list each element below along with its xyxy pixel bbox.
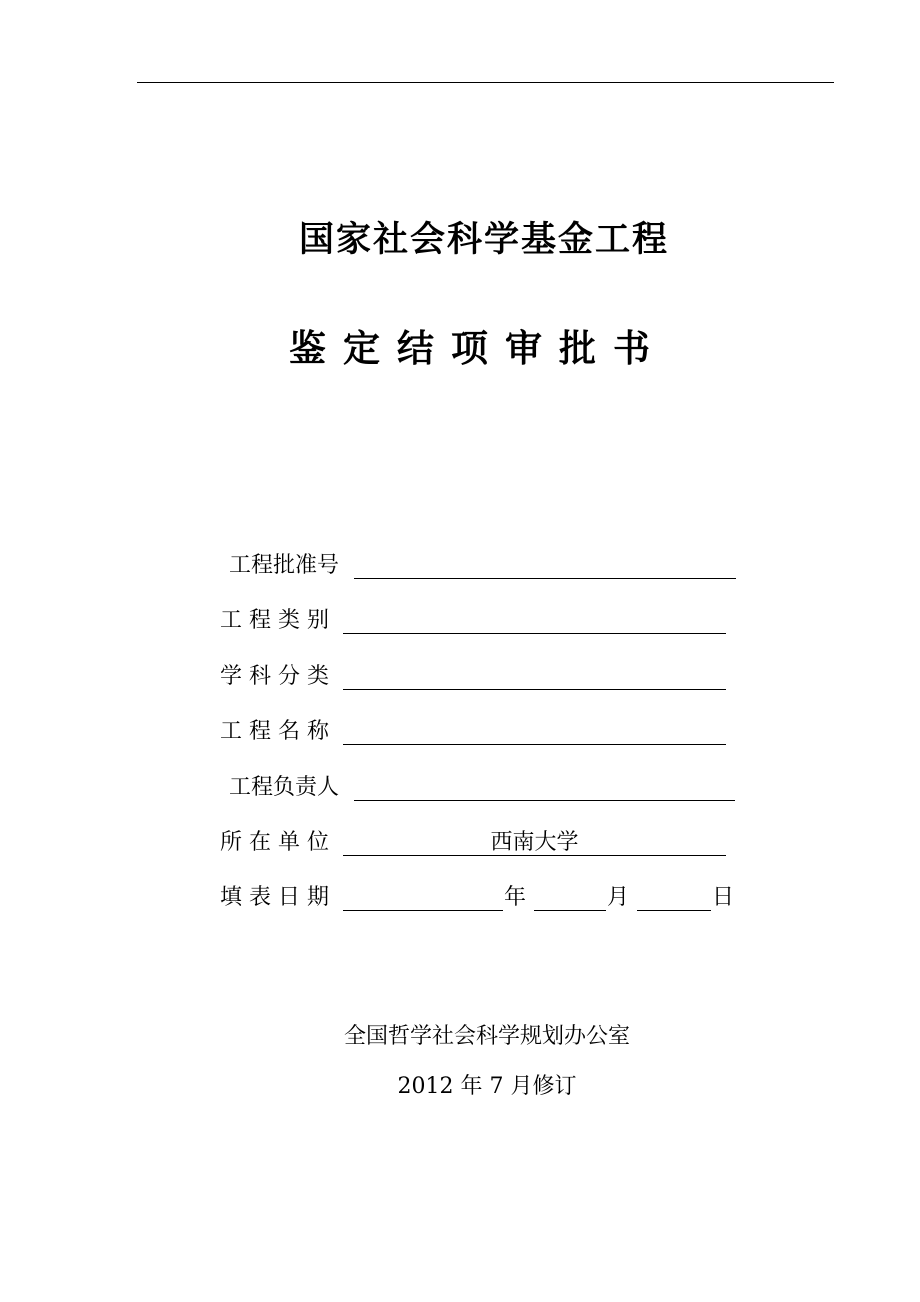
approval-number-input[interactable] [354, 578, 736, 579]
affiliation-input[interactable] [343, 855, 726, 856]
field-approval-number [229, 545, 749, 577]
month-unit: 月 [607, 885, 630, 910]
day-unit: 日 [712, 885, 735, 910]
project-name-input[interactable] [343, 744, 726, 745]
field-label: 工程批准号 [229, 553, 340, 578]
field-project-category [220, 600, 740, 632]
year-unit: 年 [504, 885, 527, 910]
day-input[interactable] [637, 910, 711, 911]
year-input[interactable] [343, 910, 503, 911]
field-affiliation [220, 822, 740, 854]
month-input[interactable] [534, 910, 606, 911]
field-label: 工程负责人 [229, 775, 340, 800]
field-discipline [220, 656, 740, 688]
field-label: 填 表 日 期 [220, 885, 329, 910]
discipline-input[interactable] [343, 689, 726, 690]
issuing-office: 全国哲学社会科学规划办公室 [343, 1024, 630, 1049]
project-leader-input[interactable] [354, 800, 735, 801]
document-title: 国家社会科学基金工程 [298, 220, 669, 260]
field-label: 工 程 名 称 [220, 719, 329, 744]
field-fill-date [220, 877, 740, 909]
header-rule [137, 82, 834, 83]
revision-date: 2012 年 7 月修订 [397, 1074, 577, 1099]
project-category-input[interactable] [343, 633, 726, 634]
field-project-name [220, 711, 740, 743]
document-subtitle: 鉴定结项审批书 [289, 327, 667, 370]
field-label: 工 程 类 别 [220, 608, 329, 633]
field-project-leader [229, 767, 749, 799]
field-label: 所 在 单 位 [220, 830, 329, 855]
affiliation-value: 西南大学 [490, 830, 579, 855]
field-label: 学 科 分 类 [220, 664, 329, 689]
